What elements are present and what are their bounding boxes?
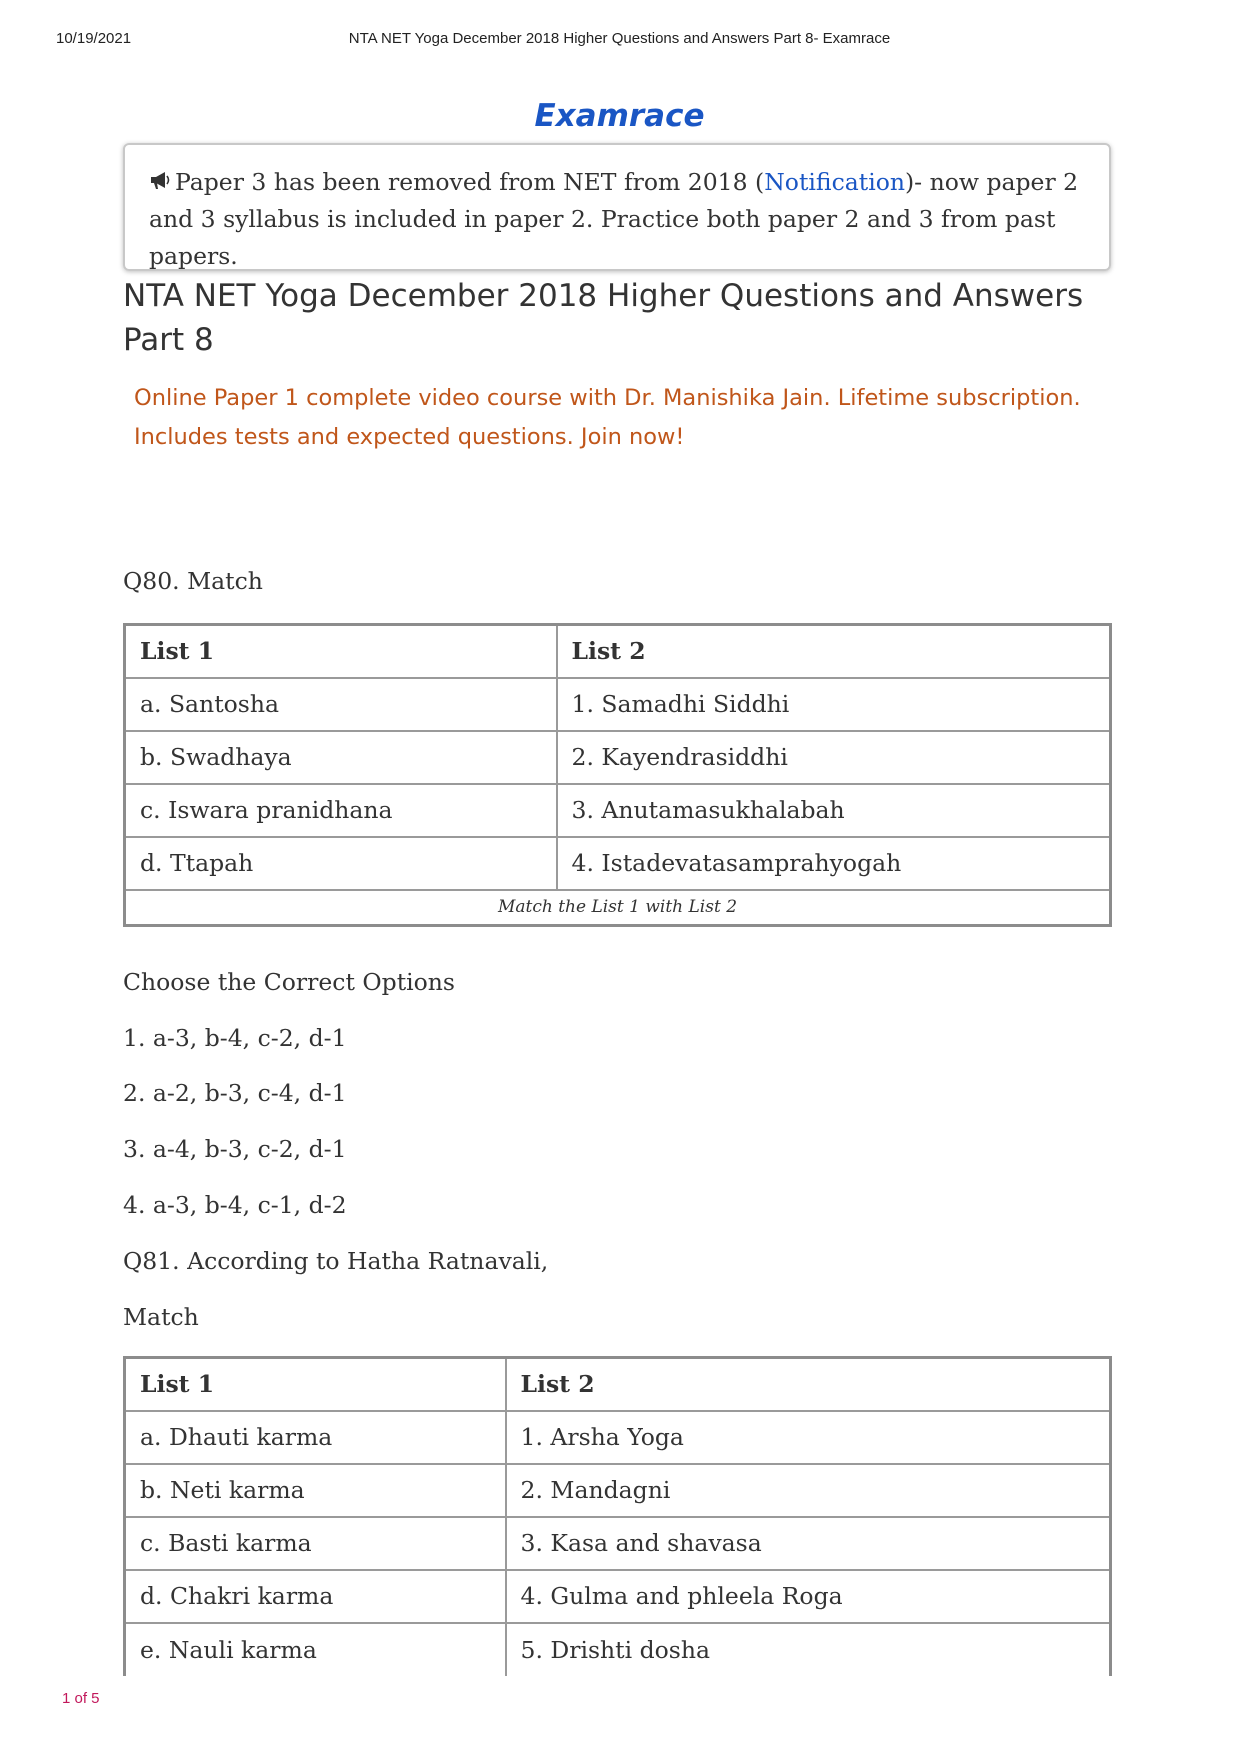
brand-logo[interactable]: Examrace — [534, 98, 705, 134]
notice-box — [123, 143, 1111, 271]
table-cell: d. Chakri karma — [125, 1570, 506, 1623]
q80-instruction: Choose the Correct Options — [123, 968, 455, 996]
table-cell: d. Ttapah — [125, 837, 557, 890]
table-row — [125, 784, 1111, 837]
table-cell: 1. Samadhi Siddhi — [557, 678, 1111, 731]
megaphone-icon — [149, 164, 175, 201]
table-caption: Match the List 1 with List 2 — [125, 890, 1111, 926]
table-cell: c. Iswara pranidhana — [125, 784, 557, 837]
table-cell: 4. Gulma and phleela Roga — [506, 1570, 1111, 1623]
table-cell: a. Dhauti karma — [125, 1411, 506, 1464]
notice-text-after: )- now paper 2 and 3 syllabus is included in paper 2. Practice both paper 2 and 3 from past papers. — [149, 168, 1079, 270]
table-cell: 2. Mandagni — [506, 1464, 1111, 1517]
page-title: NTA NET Yoga December 2018 Higher Questions and Answers Part 8 — [123, 278, 1084, 358]
table-cell: e. Nauli karma — [125, 1623, 506, 1676]
q80-option-3: 3. a-4, b-3, c-2, d-1 — [123, 1135, 347, 1163]
table-row — [125, 1411, 1111, 1464]
table-row — [125, 731, 1111, 784]
notice-text-before: Paper 3 has been removed from NET from 2018 ( — [175, 168, 765, 196]
promo-link[interactable]: Online Paper 1 complete video course with Dr. Manishika Jain. Lifetime subscription. Includes tests and expected questions. Join now! — [134, 385, 1081, 450]
table-row — [125, 837, 1111, 890]
table-row — [125, 678, 1111, 731]
table-row — [125, 1623, 1111, 1676]
table-row — [125, 1517, 1111, 1570]
print-date: 10/19/2021 — [56, 30, 132, 47]
q81-question: Q81. According to Hatha Ratnavali, — [123, 1247, 549, 1275]
table-cell: a. Santosha — [125, 678, 557, 731]
table-cell: b. Swadhaya — [125, 731, 557, 784]
table-cell: 3. Kasa and shavasa — [506, 1517, 1111, 1570]
table-cell: 2. Kayendrasiddhi — [557, 731, 1111, 784]
table-header-cell: List 1 — [125, 625, 557, 678]
table-header-row — [125, 625, 1111, 678]
table-cell: b. Neti karma — [125, 1464, 506, 1517]
table-cell: c. Basti karma — [125, 1517, 506, 1570]
table-cell: 1. Arsha Yoga — [506, 1411, 1111, 1464]
table-row — [125, 1464, 1111, 1517]
q80-match-table — [123, 623, 1112, 927]
q80-question: Q80. Match — [123, 567, 263, 595]
table-row — [125, 1570, 1111, 1623]
q81-match-table — [123, 1356, 1112, 1676]
notification-link[interactable]: Notification — [764, 168, 905, 196]
page-number: 1 of 5 — [62, 1690, 100, 1707]
table-header-cell: List 2 — [506, 1358, 1111, 1411]
q80-option-2: 2. a-2, b-3, c-4, d-1 — [123, 1079, 347, 1107]
table-cell: 5. Drishti dosha — [506, 1623, 1111, 1676]
table-header-row — [125, 1358, 1111, 1411]
q81-sub: Match — [123, 1303, 199, 1331]
table-caption-row — [125, 890, 1111, 926]
table-cell: 4. Istadevatasamprahyogah — [557, 837, 1111, 890]
print-title: NTA NET Yoga December 2018 Higher Questions and Answers Part 8- Examrace — [348, 30, 891, 47]
table-cell: 3. Anutamasukhalabah — [557, 784, 1111, 837]
table-header-cell: List 1 — [125, 1358, 506, 1411]
q80-option-1: 1. a-3, b-4, c-2, d-1 — [123, 1024, 347, 1052]
q80-option-4: 4. a-3, b-4, c-1, d-2 — [123, 1191, 347, 1219]
table-header-cell: List 2 — [557, 625, 1111, 678]
